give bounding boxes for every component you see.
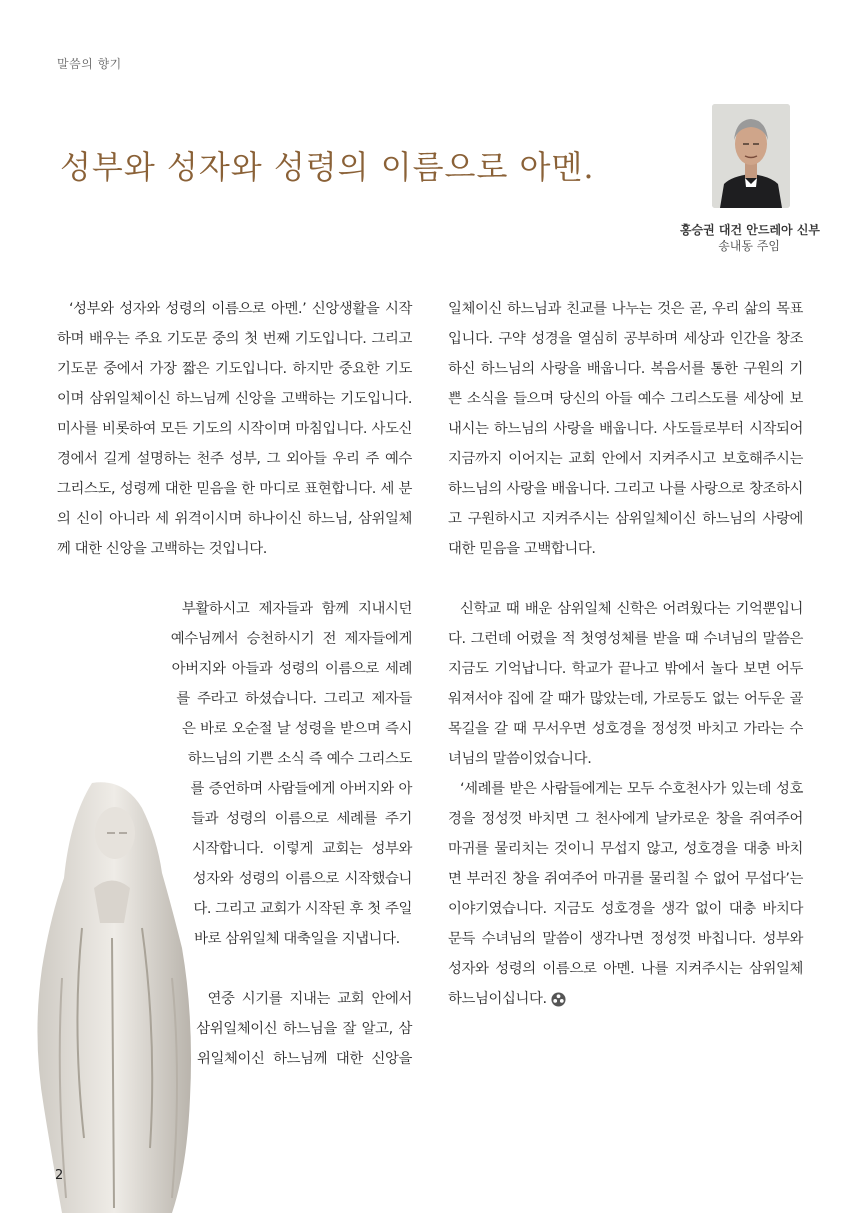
paragraph: 신학교 때 배운 삼위일체 신학은 어려웠다는 기억뿐입니다. 그런데 어렸을 적 첫영성체를 받을 때 수녀님의 말씀은 지금도 기억납니다. 학교가 끝나고 밖에서 놀다 보면 어두워져서야 집에 갈 때가 많았는데, 가로등도 없는 어두운 골목길을 갈 때 무서우면 성호경을 정성껏 바치고 가라는 수녀님의 말씀이었습니다. <box>448 601 803 767</box>
author-role: 송내동 주임 <box>718 239 780 253</box>
paragraph: ‘성부와 성자와 성령의 이름으로 아멘.’ 신앙생활을 시작하며 배우는 주요 기도문 중의 첫 번째 기도입니다. 그리고 기도문 중에서 가장 짧은 기도입니다. 하지만 중요한 기도이며 삼위일체이신 하느님께 신앙을 고백하는 기도입니다. 미사를 비롯하여 모든 기도의 시작이며 마침입니다. 사도신경에서 길게 설명하는 천주 성부, 그 외아들 우리 주 예수 그리스도, 성령께 대한 믿음을 한 마디로 표현합니다. 세 분의 신이 아니라 세 위격이시며 하나이신 하느님, 삼위일체께 대한 신앙을 고백하는 것입니다. <box>57 301 412 557</box>
paragraph <box>448 774 803 1014</box>
article-title: 성부와 성자와 성령의 이름으로 아멘. <box>60 148 595 186</box>
right-column <box>448 294 803 1014</box>
paragraph-text: ‘세례를 받은 사람들에게는 모두 수호천사가 있는데 성호경을 정성껏 바치면 그 천사에게 날카로운 창을 쥐여주어 마귀를 물리치는 것이니 무섭지 않고, 성호경을 대충 바치면 부러진 창을 쥐여주어 마귀를 물리칠 수 없어 무섭다’는 이야기였습니다. 지금도 성호경을 생각 없이 대충 바치다 문득 수녀님의 말씀이 생각나면 정성껏 바칩니다. 성부와 성자와 성령의 이름으로 아멘. 나를 지켜주시는 삼위일체 하느님이십니다. <box>448 781 803 1007</box>
end-mark-icon <box>551 992 566 1007</box>
paragraph: 연중 시기를 지내는 교회 안에서 삼위일체이신 하느님을 잘 알고, 삼위일체이신 하느님께 대한 신앙을 <box>196 991 412 1067</box>
author-name: 홍승권 대건 안드레아 신부 <box>679 223 820 237</box>
virgin-mary-statue-image <box>22 778 197 1213</box>
author-photo <box>712 104 790 208</box>
paragraph: 일체이신 하느님과 친교를 나누는 것은 곧, 우리 삶의 목표입니다. 구약 성경을 열심히 공부하며 세상과 인간을 창조하신 하느님의 사랑을 배웁니다. 복음서를 통한 구원의 기쁜 소식을 들으며 당신의 아들 예수 그리스도를 세상에 보내시는 하느님의 사랑을 배웁니다. 사도들로부터 시작되어 지금까지 이어지는 교회 안에서 지켜주시고 보호해주시는 하느님의 사랑을 배웁니다. 그리고 나를 사랑으로 창조하시고 구원하시고 지켜주시는 삼위일체이신 하느님의 사랑에 대한 믿음을 고백합니다. <box>448 301 803 557</box>
section-label: 말씀의 향기 <box>57 57 122 71</box>
page-number: 2 <box>55 1168 64 1183</box>
paragraph: 부활하시고 제자들과 함께 지내시던 예수님께서 승천하시기 전 제자들에게 아버지와 아들과 성령의 이름으로 세례를 주라고 하셨습니다. 그리고 제자들은 바로 오순절 날 성령을 받으며 즉시 하느님의 기쁜 소식 즉 예수 그리스도를 증언하며 사람들에게 아버지와 아들과 성령의 이름으로 세례를 주기 시작합니다. 이렇게 교회는 성부와 성자와 성령의 이름으로 시작했습니다. 그리고 교회가 시작된 후 첫 주일 바로 삼위일체 대축일을 지냅니다. <box>170 601 412 947</box>
